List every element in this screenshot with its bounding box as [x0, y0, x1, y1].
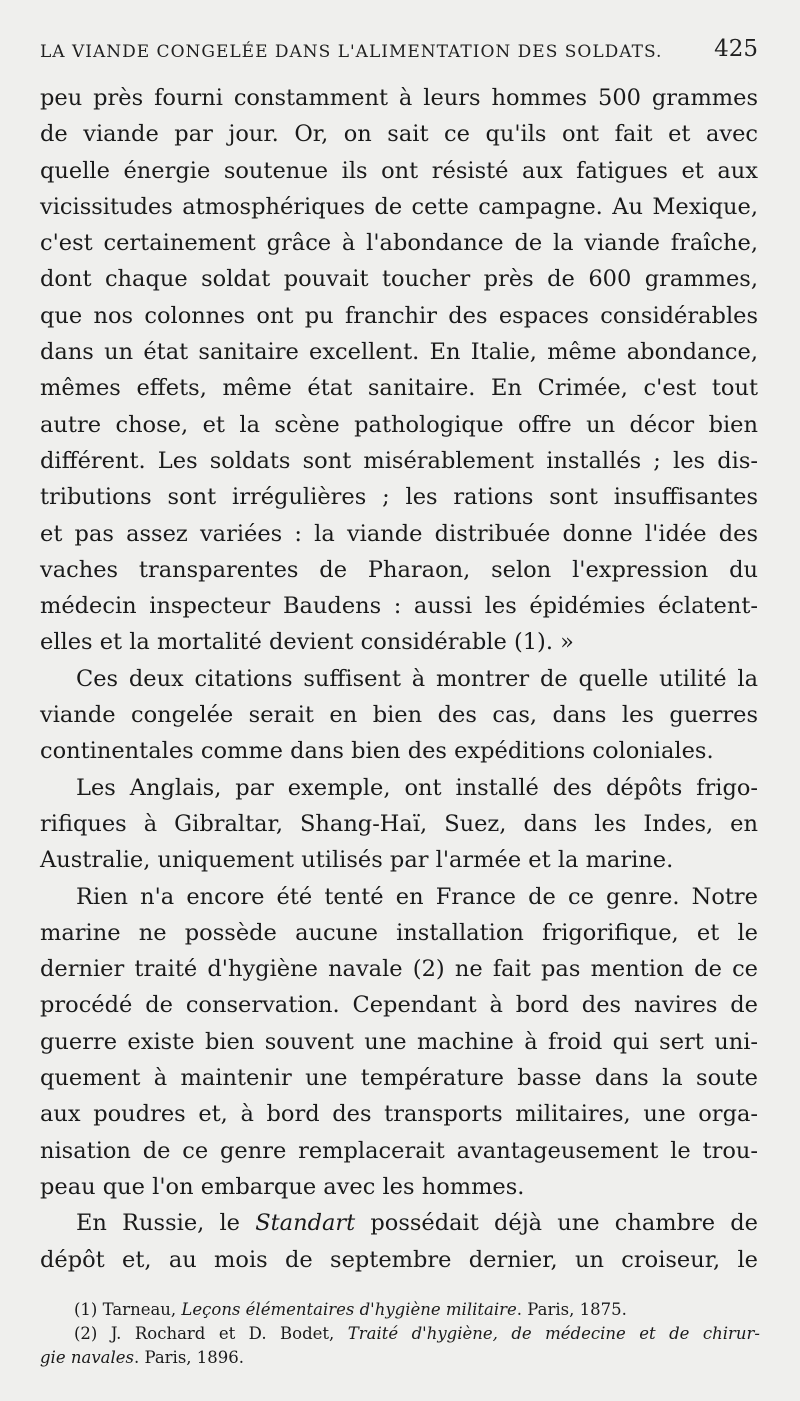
footnote-2: [40, 1322, 760, 1346]
text-line: [40, 1205, 758, 1241]
page-number: 425: [714, 36, 758, 62]
running-head-title: LA VIANDE CONGELÉE DANS L'ALIMENTATION DES SOLDATS.: [40, 42, 663, 62]
text-line: quement à maintenir une température basse dans la soute: [40, 1065, 758, 1092]
footnote-rest: . Paris, 1896.: [133, 1348, 245, 1367]
footnote-title: Traité d'hygiène, de médecine et de chirur-: [347, 1324, 760, 1343]
footnote-title: Leçons élémentaires d'hygiène militaire: [181, 1300, 517, 1319]
text-fragment: En Russie, le: [76, 1210, 256, 1237]
footnote-title-continued: gie navales: [40, 1348, 134, 1367]
text-line: procédé de conservation. Cependant à bord des navires de: [40, 992, 758, 1019]
text-line: Les Anglais, par exemple, ont installé des dépôts frigo-: [76, 774, 758, 801]
text-line: c'est certainement grâce à l'abondance de la viande fraîche,: [40, 230, 758, 257]
text-fragment: possédait déjà une chambre de: [355, 1210, 758, 1237]
text-line: guerre existe bien souvent une machine à froid qui sert uni-: [40, 1028, 758, 1055]
footnote-1: [40, 1298, 760, 1322]
ship-name: Standart: [255, 1210, 356, 1237]
text-line: dernier traité d'hygiène navale (2) ne fait pas mention de ce: [40, 956, 758, 983]
text-line: aux poudres et, à bord des transports militaires, une orga-: [40, 1101, 758, 1128]
text-line: peau que l'on embarque avec les hommes.: [40, 1173, 525, 1200]
running-head: [40, 36, 760, 70]
text-line: dans un état sanitaire excellent. En Italie, même abondance,: [40, 339, 758, 366]
text-line: tributions sont irrégulières ; les rations sont insuffisantes: [40, 484, 758, 511]
text-line: mêmes effets, même état sanitaire. En Crimée, c'est tout: [40, 375, 758, 402]
text-line: Australie, uniquement utilisés par l'armée et la marine.: [40, 847, 674, 874]
text-line: dépôt et, au mois de septembre dernier, un croiseur, le: [40, 1246, 758, 1273]
text-line: vicissitudes atmosphériques de cette campagne. Au Mexique,: [40, 193, 758, 220]
text-line: médecin inspecteur Baudens : aussi les épidémies éclatent-: [40, 593, 758, 620]
text-line: quelle énergie soutenue ils ont résisté aux fatigues et aux: [40, 157, 758, 184]
text-line: que nos colonnes ont pu franchir des espaces considérables: [40, 302, 758, 329]
text-line: viande congelée serait en bien des cas, dans les guerres: [40, 702, 758, 729]
text-line: rifiques à Gibraltar, Shang-Haï, Suez, dans les Indes, en: [40, 810, 758, 837]
text-line: peu près fourni constamment à leurs hommes 500 grammes: [40, 85, 758, 111]
text-line: continentales comme dans bien des expéditions coloniales.: [40, 738, 714, 765]
text-line: autre chose, et la scène pathologique offre un décor bien: [40, 411, 758, 438]
text-line: marine ne possède aucune installation frigorifique, et le: [40, 919, 758, 946]
footnote-marker: (1) Tarneau,: [74, 1300, 182, 1319]
footnotes: [40, 1298, 760, 1370]
footnote-2-continued: [40, 1346, 760, 1370]
text-line: différent. Les soldats sont misérablement installés ; les dis-: [40, 447, 758, 474]
text-line: vaches transparentes de Pharaon, selon l'expression du: [40, 556, 758, 583]
text-line: Rien n'a encore été tenté en France de ce genre. Notre: [76, 883, 758, 910]
text-line: de viande par jour. Or, on sait ce qu'ils ont fait et avec: [40, 121, 758, 148]
text-line: nisation de ce genre remplacerait avantageusement le trou-: [40, 1137, 758, 1164]
text-line: dont chaque soldat pouvait toucher près de 600 grammes,: [40, 266, 758, 293]
text-line: Ces deux citations suffisent à montrer de quelle utilité la: [76, 665, 758, 692]
footnote-marker: (2) J. Rochard et D. Bodet,: [74, 1324, 348, 1343]
text-line: et pas assez variées : la viande distribuée donne l'idée des: [40, 520, 758, 547]
body-text: [40, 80, 758, 1278]
text-line: elles et la mortalité devient considérable (1). »: [40, 629, 574, 656]
footnote-rest: . Paris, 1875.: [516, 1300, 627, 1319]
